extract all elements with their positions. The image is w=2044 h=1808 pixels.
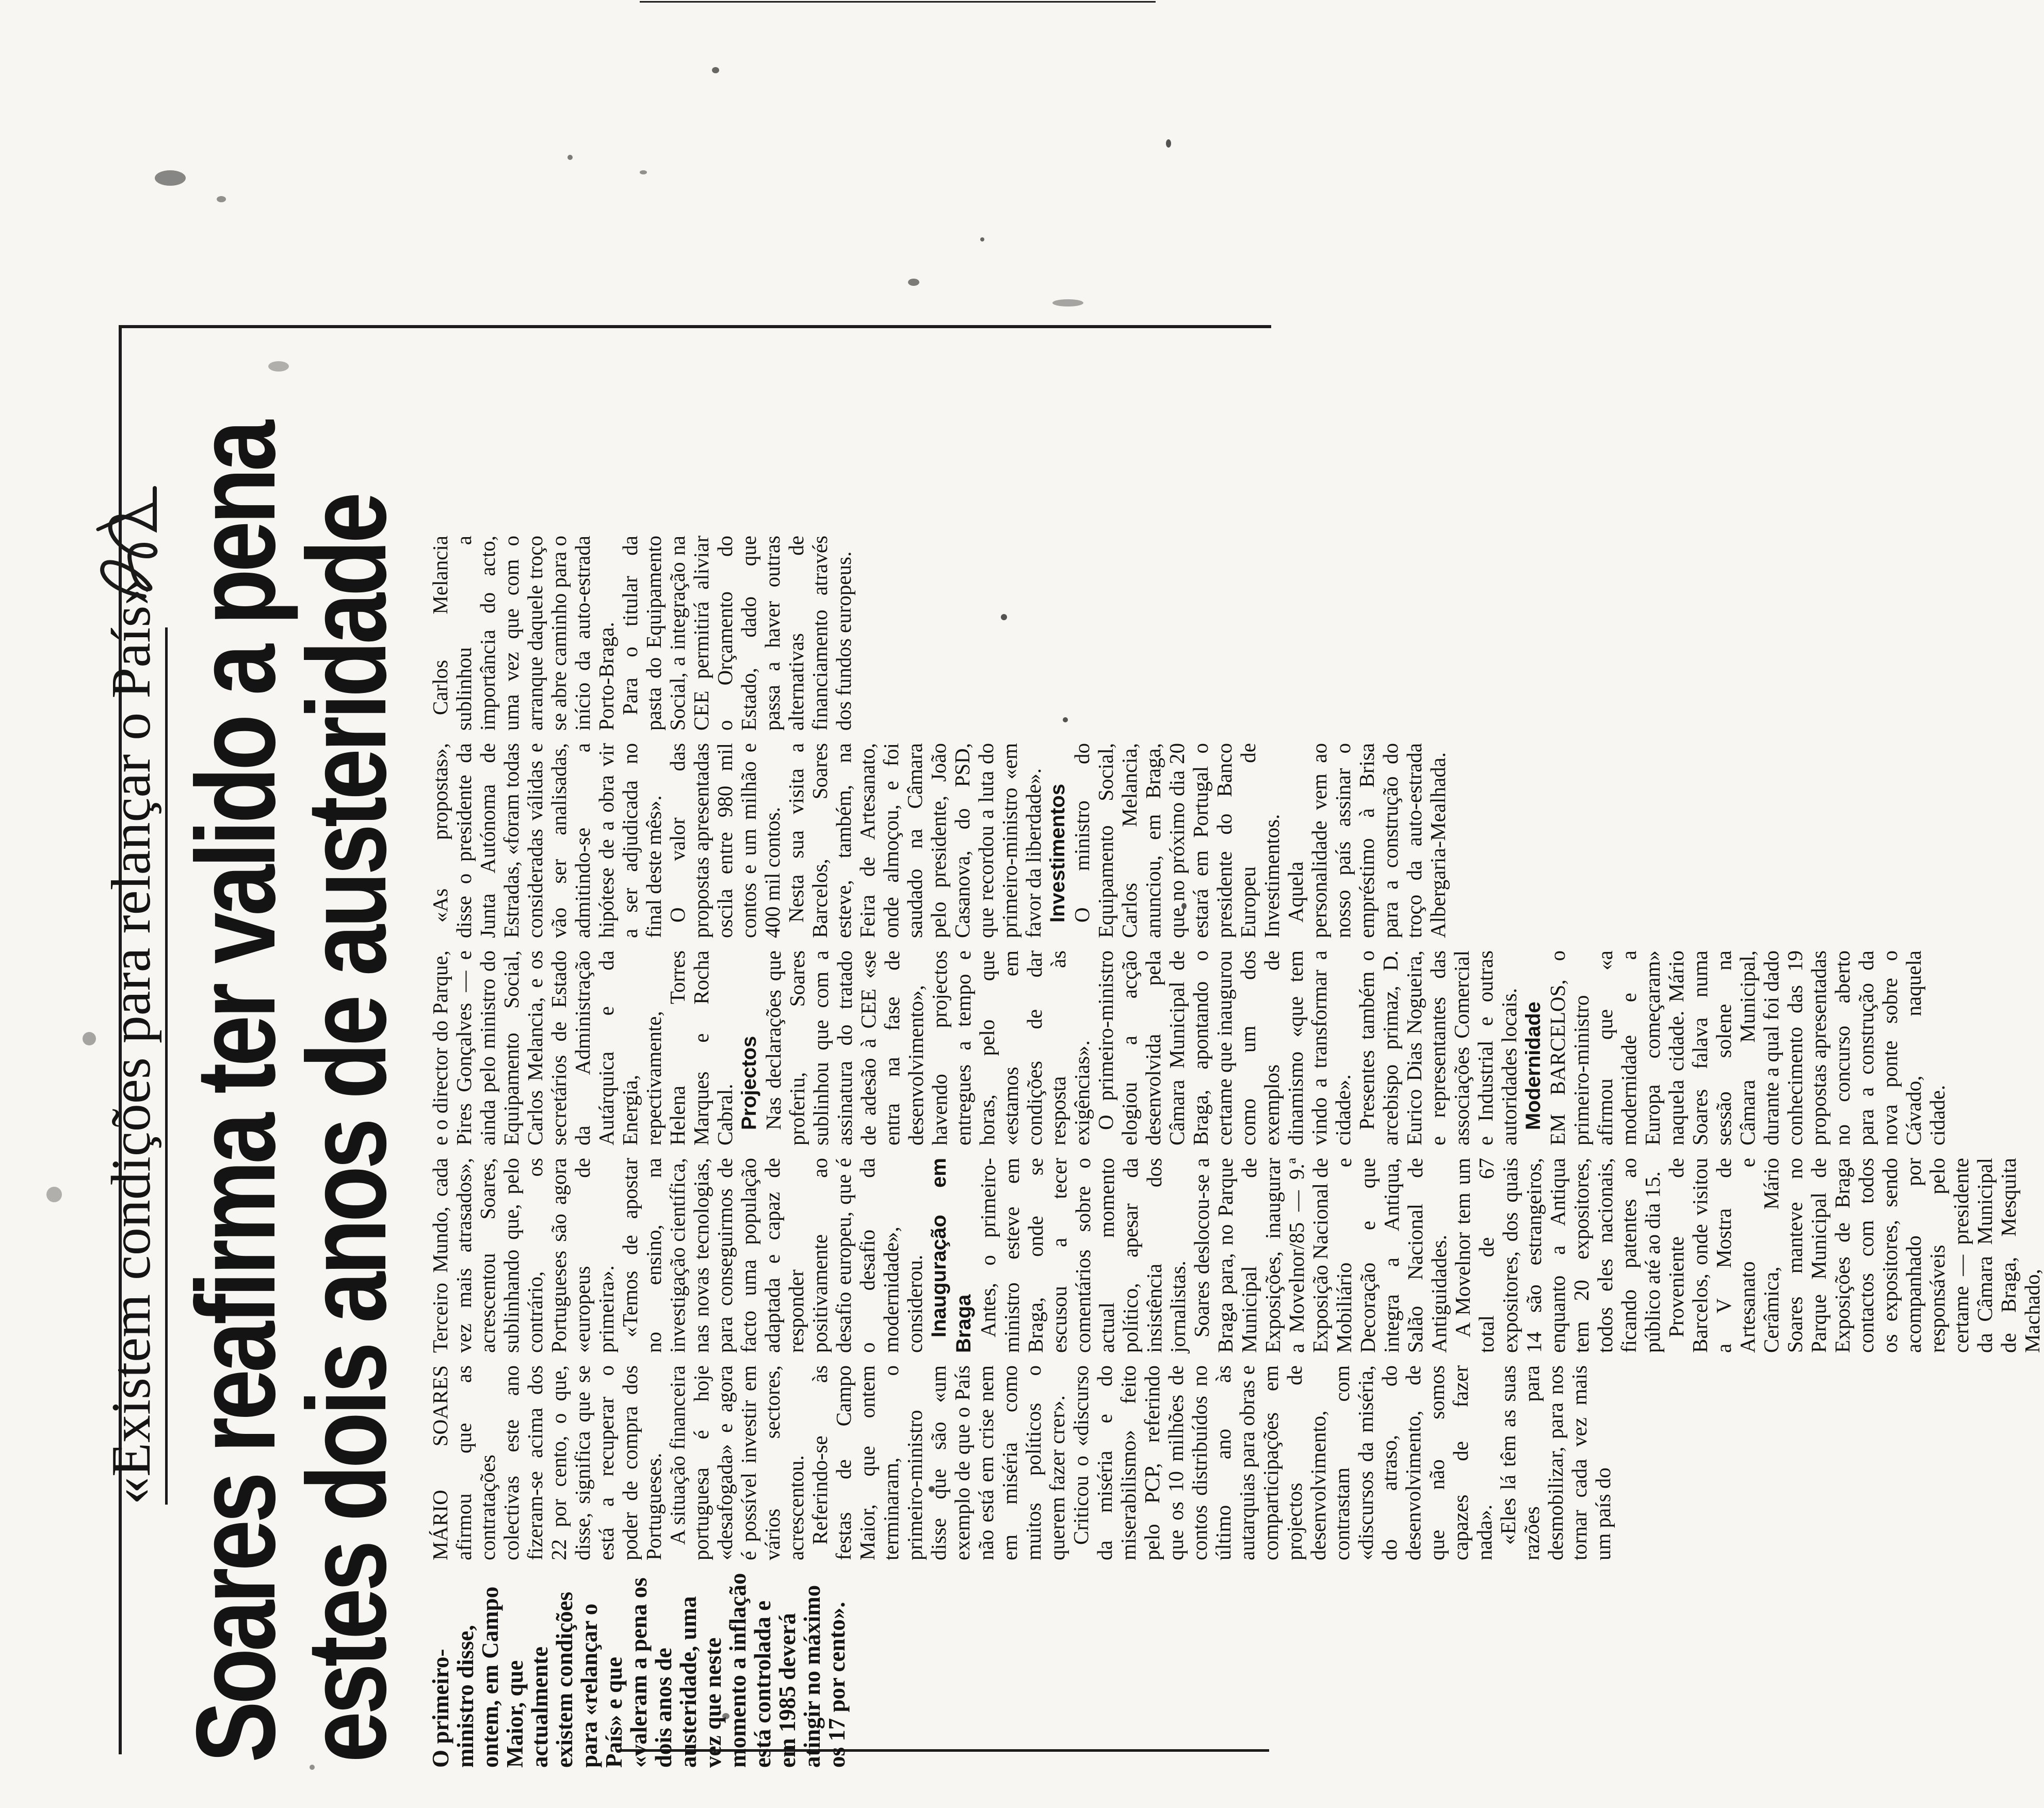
paragraph: EM BARCELOS, o primeiro-ministro afirmou que «a modernidade e a Europa começaram» naquela cidade. Mário Soares falava numa sessão solene na Câmara Municipal, durante a qual foi dado conhecimento das 19 propostas apresentadas no concurso aberto para a construção da nova ponte sobre o Cávado, naquela cidade. xyxy=(1546,950,1949,1145)
paragraph: O valor das propostas apresentadas oscila entre 980 mil contos e um milhão e 400 mil contos. xyxy=(666,743,784,938)
paragraph: Soares deslocou-se a Braga para, no Parque Municipal de Exposições, inaugurar a Movelnor/85 — 9.ª Exposição Nacional de Mobiliário e Decoração e que integra a Antiqua, Salão Nacional de Antiguidades. xyxy=(1190,1158,1451,1353)
newspaper-clipping xyxy=(77,328,2044,1773)
subheading-modernidade: Modernidade xyxy=(1522,1002,1545,1130)
column-5 xyxy=(428,743,1450,938)
paragraph: Nas declarações que proferiu, Soares sublinhou que com a assinatura do tratado de adesão à CEE «se entra na fase de desenvolvimento», havendo projectos entregues a tempo e horas, pelo que «estamos em condições de dar resposta às exigências». xyxy=(761,950,1094,1145)
headline-line-2: estes dois anos de austeridade xyxy=(284,495,410,1763)
paragraph: A situação financeira portuguesa é hoje «desafogada» e agora é possível investir em vários sectores, acrescentou. xyxy=(666,1365,808,1560)
column-4 xyxy=(428,950,1949,1145)
paragraph: A Movelnor tem um total de 67 expositores, dos quais 14 são estrangeiros, enquanto a Antiqua tem 20 expositores, todos eles nacionais, ficando patentes ao público até ao dia 15. xyxy=(1451,1158,1664,1353)
paragraph: O ministro do Equipamento Social, Carlos Melancia, anunciou, em Braga, que no próximo dia 20 estará em Portugal o presidente do Banco Europeu de Investimentos. xyxy=(1070,743,1284,938)
subheading-inauguracao: Inauguração em Braga xyxy=(928,1158,975,1353)
column-6 xyxy=(428,536,1202,731)
paragraph: e o director do Parque, Pires Gonçalves — e ainda pelo ministro do Equipamento Social, Carlos Melancia, e os secretários de Estado da Administração Autárquica e da Energia, repectivamente, Helena Torres Marques e Rocha Cabral. xyxy=(428,950,737,1145)
paragraph: O primeiro-ministro elogiou a acção desenvolvida pela Câmara Municipal de Braga, apontando o certame que inaugurou como um dos exemplos de dinamismo «que tem vindo a transformar a cidade». xyxy=(1094,950,1355,1145)
paragraph: Para o titular da pasta do Equipamento Social, a integração na CEE permitirá aliviar o Orçamento do Estado, dado que passa a haver outras alternativas de financiamento através dos fundos europeus. xyxy=(618,536,855,731)
article-columns xyxy=(428,333,2044,1768)
handwritten-initials-icon xyxy=(83,473,170,607)
paragraph: Referindo-se às festas de Campo Maior, que ontem terminaram, o primeiro-ministro disse que são «um exemplo de que o País não está em crise nem em miséria como muitos políticos o querem fazer crer». xyxy=(808,1365,1069,1560)
column-2 xyxy=(428,1365,1615,1560)
scan-top-edge xyxy=(640,1,1156,3)
subheading-investimentos: Investimentos xyxy=(1046,784,1069,923)
paragraph: Aquela personalidade vem ao nosso país assinar o empréstimo à Brisa para a construção do troço da auto-estrada Albergaria-Mealhada. xyxy=(1284,743,1450,938)
paragraph: Antes, o primeiro-ministro esteve em Braga, onde se escusou a tecer comentários sobre o actual momento político, apesar da insistência dos jornalistas. xyxy=(976,1158,1190,1353)
kicker-quote: «Existem condições para relançar o País» xyxy=(98,627,168,1505)
paragraph: MÁRIO SOARES afirmou que as contratações colectivas este ano fizeram-se acima dos 22 por cento, o que, disse, significa que se está a recuperar o poder de compra dos Portugueses. xyxy=(428,1365,666,1560)
paragraph: «Eles lá têm as suas razões para desmobilizar, para nos tornar cada vez mais um país do xyxy=(1496,1365,1615,1560)
paragraph: «As propostas», disse o presidente da Junta Autónoma de Estradas, «foram todas consideradas válidas e vão ser analisadas, admitindo-se a hipótese de a obra vir a ser adjudicada no final deste mês». xyxy=(428,743,666,938)
paragraph: Terceiro Mundo, cada vez mais atrasados», acrescentou Soares, sublinhando que, pelo contrário, os Portugueses são agora «europeus de primeira». xyxy=(428,1158,618,1353)
lead-paragraph: O primeiro-ministro disse, ontem, em Campo Maior, que actualmente existem condições para «relançar o País» e que «valeram a pena os dois anos de austeridade, uma vez que neste momento a inflação está controlada e em 1985 deverá atingir no máximo os 17 por cento». xyxy=(428,1573,850,1768)
column-1 xyxy=(428,1573,1202,1768)
subheading-projectos: Projectos xyxy=(738,1036,760,1130)
paragraph: Criticou o «discurso da miséria e do miserabilismo» feito pelo PCP, referindo que os 10 milhões de contos distribuídos no último ano às autarquias para obras e comparticipações em projectos de desenvolvimento, contrastam com «discursos da miséria, do atraso, do desenvolvimento, de que não somos capazes de fazer nada». xyxy=(1069,1365,1496,1560)
column-3 xyxy=(428,1158,2044,1353)
paragraph: Carlos Melancia sublinhou a importância do acto, uma vez que com o arranque daquele troço se abre caminho para o início da auto-estrada Porto-Braga. xyxy=(428,536,618,731)
paragraph: «Temos de apostar no ensino, na investigação científica, nas novas tecnologias, para conseguirmos de facto uma população adaptada e capaz de responder positivamente ao desafio europeu, que é o desafio da modernidade», considerou. xyxy=(618,1158,927,1353)
paragraph: Proveniente de Barcelos, onde visitou a V Mostra de Artesanato e Cerâmica, Mário Soares manteve no Parque Municipal de Exposições de Braga contactos com todos os expositores, sendo acompanhado por responsáveis pelo certame — presidente da Câmara Municipal de Braga, Mesquita Machado, xyxy=(1664,1158,2044,1353)
headline xyxy=(173,423,410,1763)
paragraph: Presentes também o arcebispo primaz, D. Eurico Dias Nogueira, e representantes das associações Comercial e Industrial e outras autoridades locais. xyxy=(1355,950,1521,1145)
paragraph: Nesta sua visita a Barcelos, Soares esteve, também, na Feira de Artesanato, onde almoçou, e foi saudado na Câmara pelo presidente, João Casanova, do PSD, que recordou a luta do primeiro-ministro «em favor da liberdade». xyxy=(784,743,1045,938)
headline-line-1: Soares reafirma ter valido a pena xyxy=(173,423,299,1763)
